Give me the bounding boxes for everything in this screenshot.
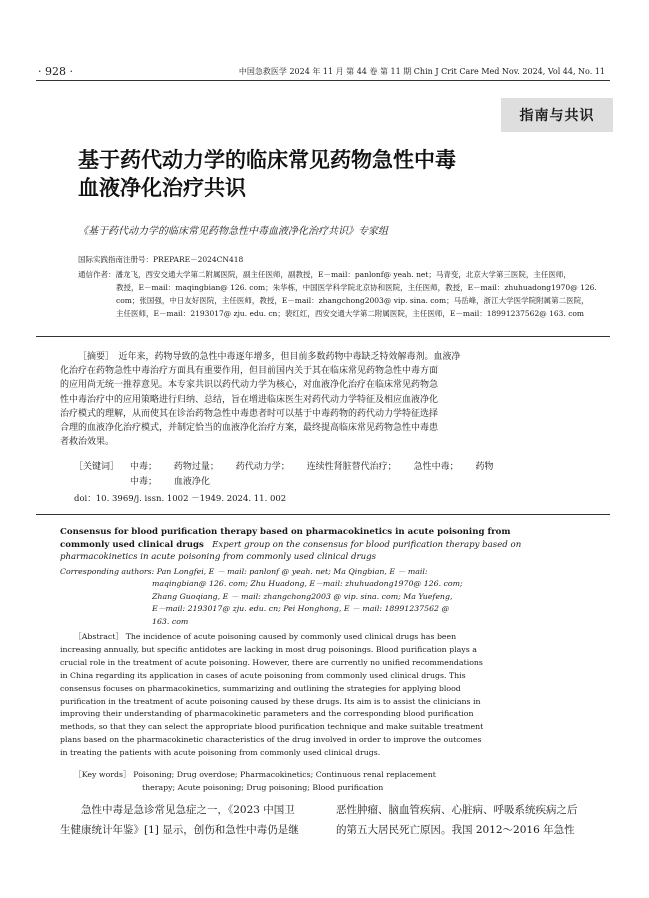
- keyword: 急性中毒；: [413, 462, 459, 472]
- title-line: 基于药代动力学的临床常见药物急性中毒: [78, 148, 456, 172]
- corr-line: 主任医师，E－mail：2193017@ zju. edu. cn；裴红红，西安交通大学第二附属医院，主任医师，E－mail：18991237562@ 163. com: [116, 309, 585, 318]
- en-title-group: pharmacokinetics in acute poisoning from commonly used clinical drugs: [60, 552, 377, 562]
- en-corr-line: E－mail: 2193017@ zju. edu. cn; Pei Honghong, E － mail: 18991237562 @: [152, 604, 450, 614]
- abstract-en-line: increasing annually, but specific antidotes are lacking in most drug poisonings. Blood purification plays a: [60, 644, 477, 654]
- keyword: 血液净化: [173, 477, 210, 487]
- english-title: [60, 526, 590, 564]
- abstract-cn-line: 者救治效果。: [60, 437, 115, 448]
- abstract-en-line: in China regarding its application in cases of acute poisoning from commonly used clinical drugs. This: [60, 670, 466, 680]
- corresponding-authors-cn: [78, 268, 597, 320]
- keywords-cn-label: ［关键词］: [74, 462, 120, 472]
- keyword: 药物过量；: [173, 462, 219, 472]
- doi: doi：10. 3969/j. issn. 1002 －1949. 2024. 11. 002: [74, 494, 287, 504]
- abstract-en-line: crucial role in the treatment of acute poisoning. However, there are currently no unified recommendations: [60, 657, 483, 667]
- en-title-bold: Consensus for blood purification therapy based on pharmacokinetics in acute poisoning from: [60, 527, 511, 537]
- en-corr-line: maqingbian@ 126. com; Zhu Huadong, E－mail: zhuhuadong1970@ 126. com;: [152, 579, 463, 589]
- body-line: 恶性肿瘤、脑血管疾病、心脏病、呼吸系统疾病之后: [336, 804, 578, 816]
- keyword: 连续性肾脏替代治疗；: [306, 462, 397, 472]
- abstract-en-line: purification in the treatment of acute poisoning caused by these drugs. Its aim is to assist the clinicians in: [60, 696, 481, 706]
- abstract-cn: [60, 350, 590, 449]
- keywords-en-line: ［Key words］ Poisoning; Drug overdose; Pharmacokinetics; Continuous renal replacement: [74, 770, 436, 779]
- body-column-right: [336, 800, 598, 840]
- section-rule: [36, 514, 610, 515]
- expert-group: 《基于药代动力学的临床常见药物急性中毒血液净化治疗共识》专家组: [78, 226, 388, 237]
- corr-line: 教授，E－mail：maqingbian@ 126. com；朱华栋，中国医学科学院北京协和医院，主任医师，教授，E－mail：zhuhuadong1970@ 126.: [116, 283, 597, 292]
- body-line: 急性中毒是急诊常见急症之一，《2023 中国卫: [81, 804, 295, 816]
- section-tag: 指南与共识: [501, 98, 613, 132]
- abstract-en-line: consensus focuses on pharmacokinetics, summarizing and outlining the strategies for applying blood: [60, 683, 461, 693]
- abstract-en-line: improving their understanding of pharmacokinetic parameters and the corresponding blood purification: [60, 709, 474, 719]
- en-corr-line: 163. com: [152, 616, 189, 626]
- registry-number: 国际实践指南注册号：PREPARE－2024CN418: [78, 255, 244, 264]
- abstract-cn-line: 性中毒治疗中的应用策略进行归纳、总结，旨在增进临床医生对药代动力学特征及相应血液净化: [60, 394, 439, 405]
- keyword: 中毒；: [130, 477, 158, 487]
- keywords-en: [74, 769, 436, 794]
- abstract-cn-line: ［摘要］ 近年来，药物导致的急性中毒逐年增多，但目前多数药物中毒缺乏特效解毒剂。血液净: [78, 352, 461, 362]
- keyword: 中毒；: [130, 462, 158, 472]
- keywords-en-line: therapy; Acute poisoning; Drug poisoning; Blood purification: [142, 782, 384, 792]
- en-corr-line: Corresponding authors: Pan Longfei, E － mail: panlonf @ yeah. net; Ma Qingbian, E － mail:: [60, 567, 428, 576]
- corr-line: 通信作者：潘龙飞，西安交通大学第二附属医院，副主任医师，副教授，E－mail：panlonf@ yeah. net；马青变，北京大学第三医院，主任医师，: [78, 270, 571, 279]
- body-line: 生健康统计年鉴》[1] 显示，创伤和急性中毒仍是继: [60, 824, 299, 836]
- abstract-en-line: in treating the patients with acute poisoning from commonly used clinical drugs.: [60, 748, 381, 758]
- en-corr-line: Zhang Guoqiang, E － mail: zhangchong2003 @ vip. sina. com; Ma Yuefeng,: [152, 591, 453, 601]
- keywords-cn: [74, 460, 507, 490]
- abstract-en-line: methods, so that they can select the appropriate blood purification technique and make suitable treatment: [60, 722, 484, 732]
- abstract-en-line: ［Abstract］ The incidence of acute poisoning caused by commonly used clinical drugs has been: [74, 632, 457, 641]
- abstract-en-line: plans based on the pharmacokinetic characteristics of the drug involved in order to improve the outcomes: [60, 735, 482, 745]
- abstract-cn-line: 治疗模式的理解，从而使其在诊治药物急性中毒患者时可以基于中毒药物的药代动力学特征选择: [60, 408, 439, 419]
- corresponding-authors-en: [60, 566, 590, 628]
- abstract-cn-line: 化治疗在药物急性中毒治疗方面具有重要作用，但目前国内关于其在临床常见药物急性中毒方面: [60, 366, 439, 377]
- keyword: 药物: [475, 462, 494, 472]
- keyword: 药代动力学；: [235, 462, 290, 472]
- article-title: [78, 146, 456, 202]
- corr-line: com；张国强，中日友好医院，主任医师，教授，E－mail：zhangchong2003@ vip. sina. com；马岳峰，浙江大学医学院附属第二医院，: [116, 296, 589, 305]
- header-rule: [36, 80, 610, 81]
- page-number: · 928 ·: [38, 65, 73, 78]
- journal-header: 中国急救医学 2024 年 11 月 第 44 卷 第 11 期 Chin J Crit Care Med Nov. 2024, Vol 44, No. 11: [238, 67, 605, 76]
- body-line: 的第五大居民死亡原因。我国 2012～2016 年急性: [336, 824, 575, 836]
- en-title-group: Expert group on the consensus for blood purification therapy based on: [212, 539, 522, 550]
- abstract-en: [60, 631, 590, 760]
- body-column-left: [60, 800, 322, 840]
- en-title-bold: commonly used clinical drugs: [60, 539, 204, 550]
- section-rule: [36, 336, 610, 337]
- title-line: 血液净化治疗共识: [78, 176, 246, 200]
- abstract-cn-line: 合理的血液净化治疗模式，并制定恰当的血液净化治疗方案，最终提高临床常见药物急性中毒患: [60, 423, 439, 434]
- abstract-cn-line: 的应用尚无统一推荐意见。本专家共识以药代动力学为核心，对血液净化治疗在临床常见药物急: [60, 380, 439, 391]
